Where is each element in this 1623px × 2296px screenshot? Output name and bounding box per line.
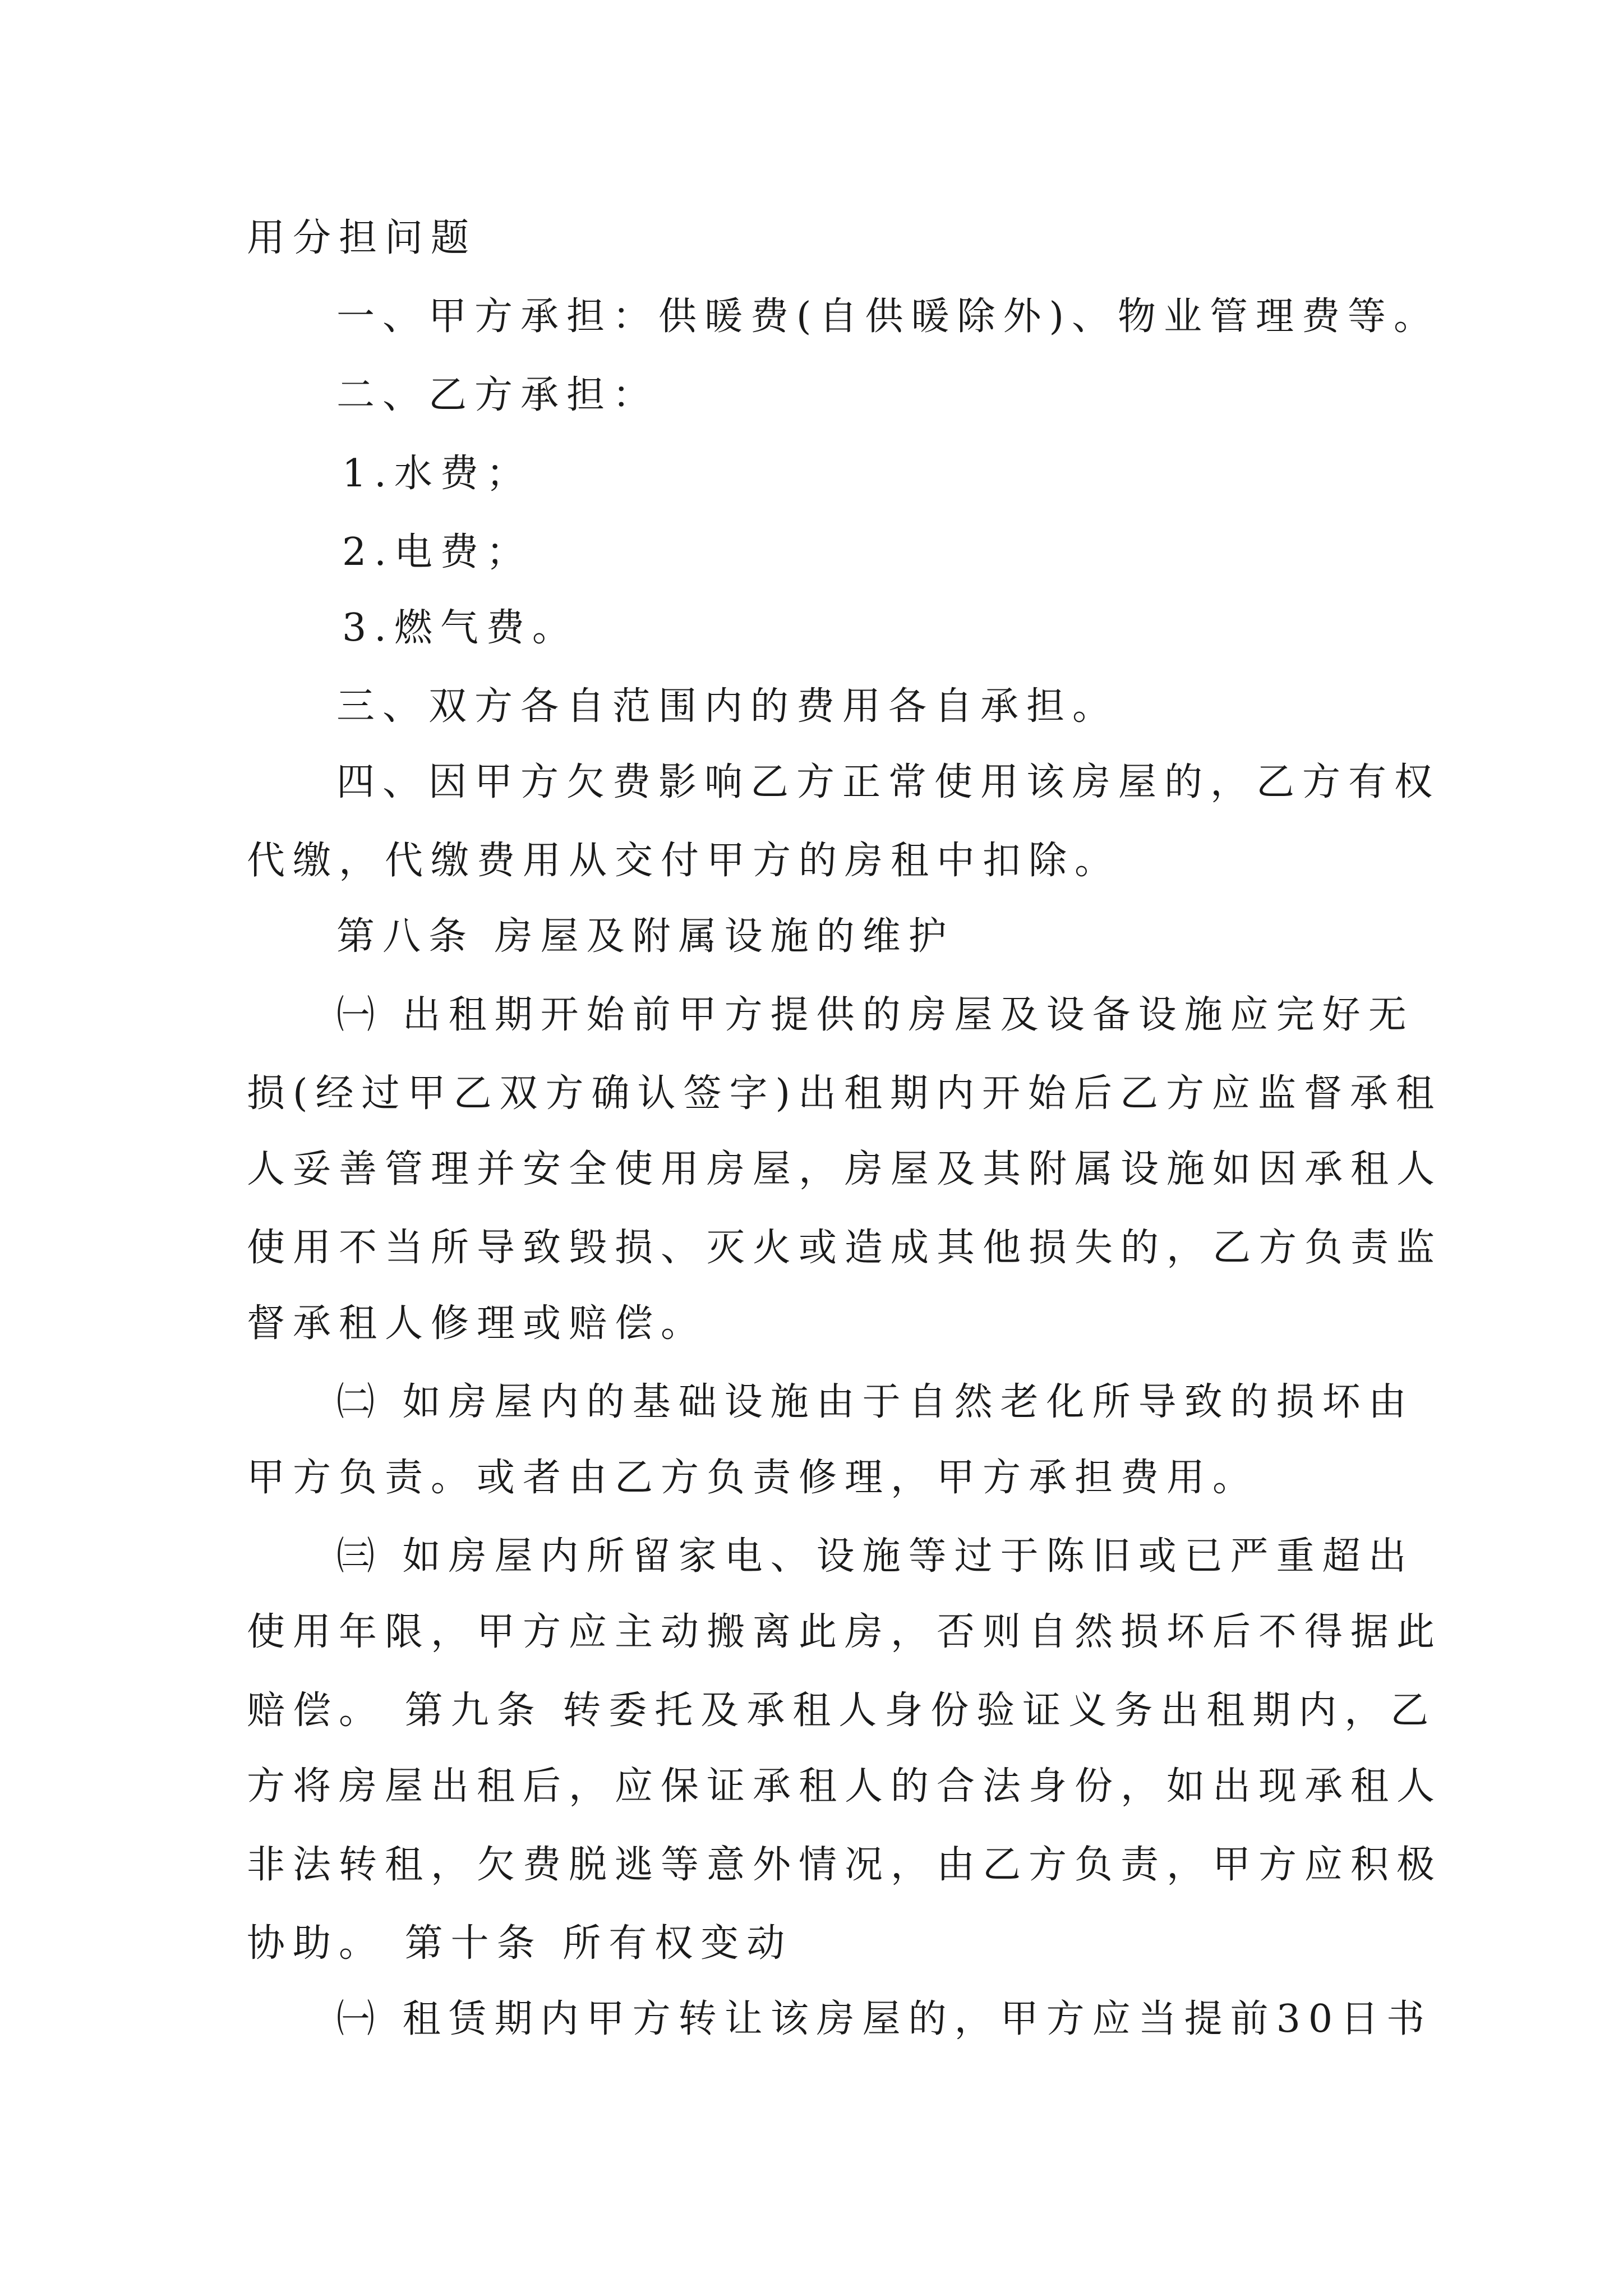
text-line: 损(经过甲乙双方确认签字)出租期内开始后乙方应监督承租 (247, 1071, 1442, 1116)
text-line: 四、因甲方欠费影响乙方正常使用该房屋的，乙方有权 (336, 760, 1441, 804)
text-line: 三、双方各自范围内的费用各自承担。 (336, 684, 1119, 729)
text-line: ㈡ 如房屋内的基础设施由于自然老化所导致的损坏由 (336, 1380, 1414, 1424)
text-line: 用分担问题 (247, 216, 477, 260)
section-heading: 第八条 房屋及附属设施的维护 (336, 914, 955, 959)
text-line: 3.燃气费。 (342, 606, 578, 650)
text-line: 使用不当所导致毁损、灭火或造成其他损失的，乙方负责监 (247, 1226, 1443, 1270)
text-line: 1.水费； (342, 452, 532, 496)
text-line: 协助。 第十条 所有权变动 (247, 1921, 793, 1966)
text-line: 甲方负责。或者由乙方负责修理，甲方承担费用。 (247, 1456, 1259, 1500)
text-line: 二、乙方承担： (336, 373, 659, 417)
text-line: 赔偿。 第九条 转委托及承租人身份验证义务出租期内，乙 (247, 1688, 1437, 1733)
text-line: 非法转租，欠费脱逃等意外情况，由乙方负责，甲方应积极 (247, 1843, 1443, 1887)
text-line: 方将房屋出租后，应保证承租人的合法身份，如出现承租人 (247, 1764, 1443, 1809)
text-line: 使用年限，甲方应主动搬离此房，否则自然损坏后不得据此 (247, 1610, 1443, 1654)
text-line: 2.电费； (342, 530, 532, 574)
text-line: 一、甲方承担：供暖费(自供暖除外)、物业管理费等。 (336, 295, 1440, 339)
text-line: ㈠ 出租期开始前甲方提供的房屋及设备设施应完好无 (336, 993, 1414, 1037)
text-line: 人妥善管理并安全使用房屋，房屋及其附属设施如因承租人 (247, 1147, 1443, 1191)
text-line: 督承租人修理或赔偿。 (247, 1301, 707, 1346)
text-line: ㈢ 如房屋内所留家电、设施等过于陈旧或已严重超出 (336, 1534, 1414, 1579)
text-line: ㈠ 租赁期内甲方转让该房屋的，甲方应当提前30日书 (336, 1997, 1433, 2041)
text-line: 代缴，代缴费用从交付甲方的房租中扣除。 (247, 839, 1121, 883)
